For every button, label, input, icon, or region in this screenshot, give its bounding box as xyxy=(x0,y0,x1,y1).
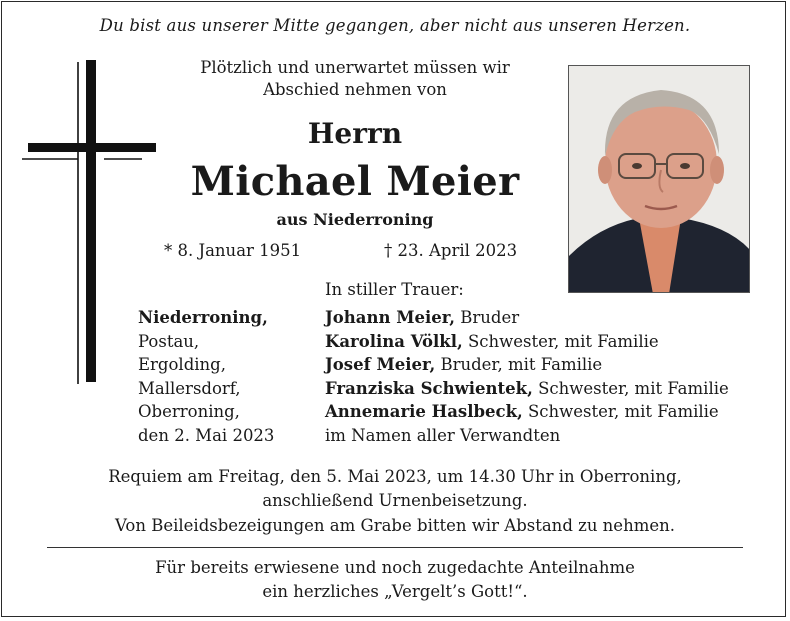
mourner-item xyxy=(325,330,729,354)
place-item: Postau, xyxy=(138,331,200,351)
mourner-relation: Schwester, mit Familie xyxy=(532,378,729,398)
mourner-name: Josef Meier, xyxy=(325,355,436,375)
requiem-line-2: anschließend Urnenbeisetzung. xyxy=(262,491,528,510)
intro-line-2: Abschied nehmen von xyxy=(263,80,447,99)
mourner-name: Franziska Schwientek, xyxy=(325,378,533,398)
deceased-name: Michael Meier xyxy=(190,158,520,205)
mourner-item xyxy=(325,306,729,330)
mourner-name: Karolina Völkl, xyxy=(325,331,463,351)
intro-text xyxy=(150,57,560,101)
places-list xyxy=(138,306,274,448)
mourners-closing: im Namen aller Verwandten xyxy=(325,425,561,445)
mourner-relation: Schwester, mit Familie xyxy=(462,331,659,351)
mourner-relation: Bruder xyxy=(455,308,520,327)
thanks-line-2: ein herzliches „Vergelt’s Gott!“. xyxy=(262,582,528,601)
requiem-info xyxy=(0,465,790,513)
divider xyxy=(47,547,743,548)
mourner-name: Annemarie Haslbeck, xyxy=(325,402,523,422)
place-item: Oberroning, xyxy=(138,402,240,422)
thanks-line-1: Für bereits erwiesene und noch zugedachte Anteilnahme xyxy=(155,558,635,577)
mourner-item xyxy=(325,377,729,401)
birth-date: * 8. Januar 1951 xyxy=(164,241,302,260)
deceased-origin: aus Niederroning xyxy=(276,210,434,229)
place-item: Mallersdorf, xyxy=(138,378,241,398)
place-item: Niederroning, xyxy=(138,308,268,327)
mourner-item xyxy=(325,400,729,424)
thanks-text xyxy=(0,556,790,604)
death-date: † 23. April 2023 xyxy=(384,241,518,260)
mourner-relation: Bruder, mit Familie xyxy=(435,355,603,375)
mourner-item xyxy=(325,353,729,377)
motto: Du bist aus unserer Mitte gegangen, aber nicht aus unseren Herzen. xyxy=(99,16,691,35)
mourning-label: In stiller Trauer: xyxy=(325,280,464,299)
portrait-photo xyxy=(568,65,750,293)
requiem-line-1: Requiem am Freitag, den 5. Mai 2023, um 14.30 Uhr in Oberroning, xyxy=(108,467,682,486)
condolence-note: Von Beileidsbezeigungen am Grabe bitten wir Abstand zu nehmen. xyxy=(115,516,675,535)
deceased-title: Herrn xyxy=(307,117,403,150)
mourners-list xyxy=(325,306,729,448)
mourner-relation: Schwester, mit Familie xyxy=(522,402,719,422)
notice-date: den 2. Mai 2023 xyxy=(138,425,275,445)
mourner-name: Johann Meier, xyxy=(325,308,456,327)
place-item: Ergolding, xyxy=(138,355,226,375)
intro-line-1: Plötzlich und unerwartet müssen wir xyxy=(200,58,510,77)
